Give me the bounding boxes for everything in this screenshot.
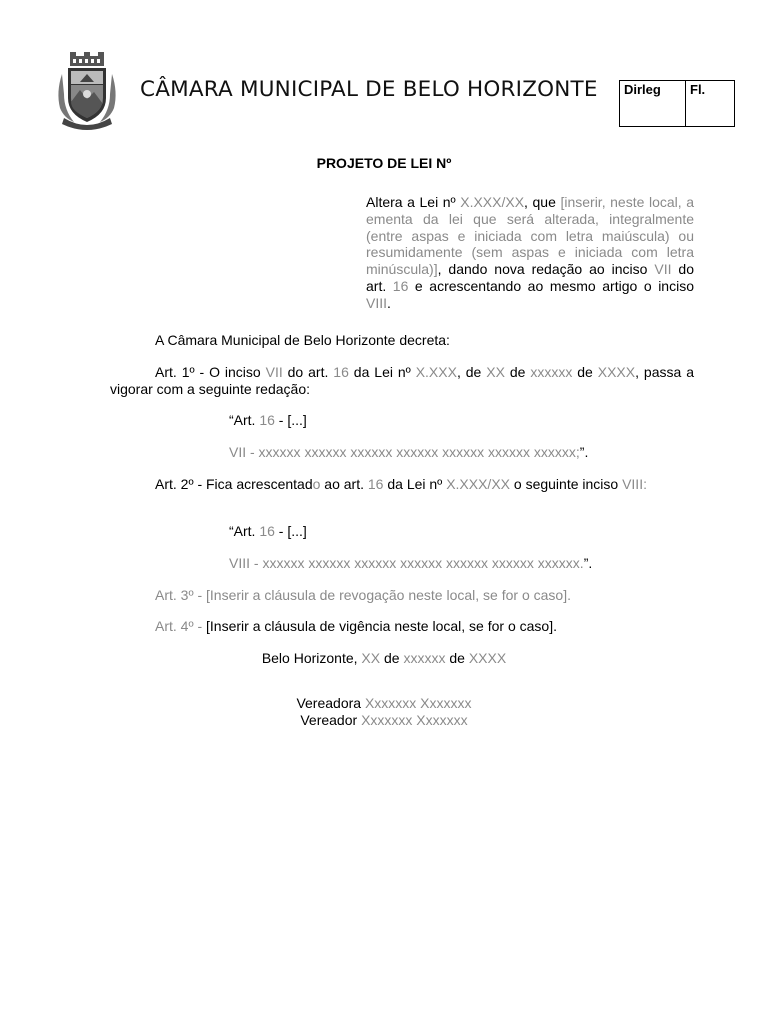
quote-text: ”. xyxy=(583,555,593,571)
art2-text: da Lei nº xyxy=(383,476,447,492)
art1-placeholder: 16 xyxy=(333,364,349,380)
date-placeholder: xxxxxx xyxy=(403,650,446,666)
decree-preamble: A Câmara Municipal de Belo Horizonte decreta: xyxy=(155,332,450,348)
art1-text: Art. 1º - O inciso xyxy=(155,364,266,380)
art1-text: do art. xyxy=(282,364,334,380)
ementa-paragraph xyxy=(366,194,694,312)
stamp-folha-label: Fl. xyxy=(690,82,706,97)
ementa-text: , que xyxy=(524,194,561,210)
ementa-placeholder: [inserir, neste local, a ementa da lei que será alterada, integralmente (entre aspas e iniciada com letra maiúscula) ou resumidamente (sem aspas e iniciada com letra minúscula)] xyxy=(366,194,695,278)
date-text: de xyxy=(445,650,469,666)
art2-text: Art. 2º - Fica acrescentad xyxy=(155,476,313,492)
art2-placeholder: o xyxy=(312,476,321,492)
art4-text: [Inserir a cláusula de vigência neste local, se for o caso] xyxy=(206,618,554,634)
art1-placeholder: XX xyxy=(486,364,505,380)
ementa-placeholder: VIII xyxy=(366,294,388,311)
art2-text: o seguinte inciso xyxy=(510,476,623,492)
ementa-placeholder: X.XXX/XX xyxy=(460,194,525,210)
art1-text: da Lei nº xyxy=(348,364,416,380)
article-2 xyxy=(110,476,694,493)
signature-vereador xyxy=(0,712,768,729)
protocol-stamp-box xyxy=(619,80,735,127)
signature-role: Vereador xyxy=(300,712,362,728)
art4-placeholder: Art. 4º - xyxy=(155,618,207,634)
art2-placeholder: 16 xyxy=(367,476,384,492)
art1-text: , passa a vigorar com a seguinte redação: xyxy=(110,364,694,397)
art2-text: ao art. xyxy=(320,476,368,492)
art4-text: . xyxy=(553,618,557,634)
ementa-text: do art. xyxy=(366,261,694,294)
date-line xyxy=(0,650,768,667)
art1-text: , de xyxy=(456,364,487,380)
art2-placeholder: VIII: xyxy=(622,476,647,492)
ementa-text: . xyxy=(387,294,391,311)
article-1 xyxy=(110,364,694,398)
stamp-dirleg-cell xyxy=(620,81,686,126)
document-title: PROJETO DE LEI Nº xyxy=(316,155,452,171)
art1-text: de xyxy=(504,364,531,380)
art1-placeholder: XXXX xyxy=(597,364,636,380)
quote-text: - [...] xyxy=(274,412,307,428)
art2-placeholder: X.XXX/XX xyxy=(446,476,510,492)
quote-text: ”. xyxy=(579,444,589,460)
signature-role: Vereadora xyxy=(296,695,365,711)
date-placeholder: XXXX xyxy=(468,650,507,666)
quote-placeholder: VIII - xxxxxx xxxxxx xxxxxx xxxxxx xxxxxx xxxxxx xxxxxx. xyxy=(229,555,584,571)
article-3: Art. 3º - [Inserir a cláusula de revogação neste local, se for o caso]. xyxy=(155,587,571,603)
art1-placeholder: xxxxxx xyxy=(530,364,573,380)
article-4 xyxy=(110,618,694,635)
date-text: de xyxy=(380,650,404,666)
quote-placeholder: 16 xyxy=(259,523,275,539)
quote-placeholder: VII - xxxxxx xxxxxx xxxxxx xxxxxx xxxxxx xxxxxx xxxxxx; xyxy=(229,444,580,460)
coat-of-arms-logo xyxy=(56,52,118,130)
organization-name: CÂMARA MUNICIPAL DE BELO HORIZONTE xyxy=(140,77,598,102)
stamp-folha-cell xyxy=(686,81,734,126)
date-placeholder: XX xyxy=(361,650,381,666)
date-text: Belo Horizonte, xyxy=(261,650,362,666)
quote-placeholder: 16 xyxy=(259,412,275,428)
quote-2-inciso xyxy=(229,555,592,572)
quote-1-inciso xyxy=(229,444,588,461)
signature-vereadora xyxy=(0,695,768,712)
ementa-text: Altera a Lei nº xyxy=(366,194,461,210)
quote-1-heading xyxy=(229,412,307,429)
signature-name: Xxxxxxx Xxxxxxx xyxy=(361,712,468,728)
ementa-placeholder: 16 xyxy=(392,277,409,294)
art1-placeholder: VII xyxy=(265,364,283,380)
art1-placeholder: X.XXX xyxy=(415,364,457,380)
ementa-placeholder: VII xyxy=(654,261,672,278)
signature-name: Xxxxxxx Xxxxxxx xyxy=(364,695,472,711)
art1-text: de xyxy=(572,364,598,380)
quote-text: “Art. xyxy=(229,523,260,539)
ementa-text: e acrescentando ao mesmo artigo o inciso xyxy=(408,277,694,294)
ementa-text: , dando nova redação ao inciso xyxy=(437,261,655,278)
stamp-dirleg-label: Dirleg xyxy=(624,82,661,97)
quote-2-heading xyxy=(229,523,307,540)
quote-text: - [...] xyxy=(274,523,307,539)
quote-text: “Art. xyxy=(229,412,260,428)
